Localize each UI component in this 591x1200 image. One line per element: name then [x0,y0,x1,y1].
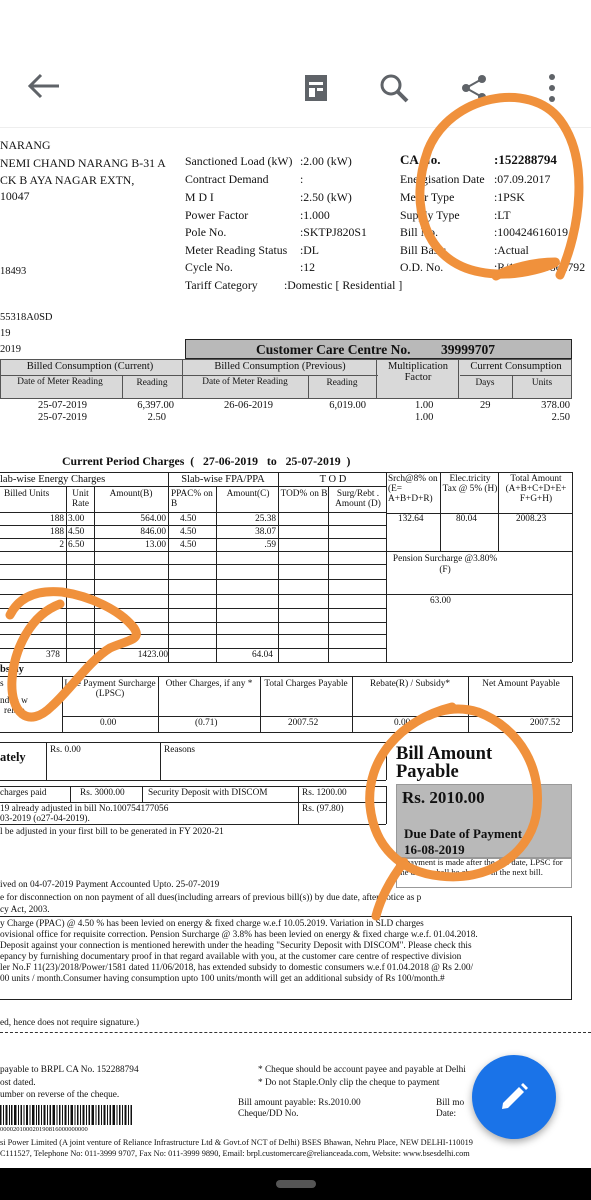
notice-box-line-3: Deposit against your connection is mentioned herewith under the heading "Security Deposit with DISCOM". Please check this [0,941,472,951]
status-bar [0,0,591,34]
account-label-1: Energisation Date [400,172,485,186]
meter-value-5: :DL [300,243,320,257]
meter-label-4: Pole No. [185,225,227,239]
edit-pencil-icon [497,1080,531,1114]
meter-value-6: :12 [300,260,316,274]
notice-box-line-2: ovisional office for requisite correction. Pension Surcharge @ 3.8% has been levied on energy & fixed charge w.e.f. 01.04.2018. [0,930,478,940]
counterfoil-left-2: ost dated. [0,1078,36,1088]
col-unit-rate: Unit Rate [71,489,90,509]
pension-label: Pension Surcharge @3.80% (F) [392,554,498,575]
col-tod-pct: TOD% on B [280,489,328,499]
date-label: Date: [436,1109,457,1119]
lpsc-value: 0.00 [100,718,117,728]
ca-no-value: :152288794 [494,152,557,167]
notice-box-line-5: ler No.F 11(23)/2018/Power/1581 dated 11/06/2018, has extended subsidy to domestic consumers w.e.f 01.04.2018 @ Rs 2.00/ [0,963,474,973]
counterfoil-left-3: umber on reverse of the cheque. [0,1090,120,1100]
share-icon[interactable] [454,68,494,108]
customer-line-1: NARANG [0,138,51,152]
account-value-2: :1PSK [494,190,525,204]
account-label-5: Bill Basis [400,243,447,257]
customer-care-label: Customer Care Centre No. [256,342,411,357]
meter-value-1: : [300,172,304,186]
adjusted-value: Rs. (97.80) [302,804,344,814]
col-billed-units: Billed Units [4,489,50,499]
footer-line-2: C111527, Telephone No: 011-3999 9707, Fax No: 011-3999 9890, Email: brpl.customercare@relianceada.com, Website: www.bsesdelhi.com [0,1149,470,1158]
rebate-header: Rebate(R) / Subsidy* [369,679,451,689]
customer-ref-1: 18493 [0,266,27,277]
total-amount-b: 1423.00 [137,650,168,660]
ately-tag: ately [0,750,26,764]
cons-row-1-cur-date: 25-07-2019 [38,412,87,423]
period-label: Current Period Charges [62,454,185,468]
notice-line-3: cy Act, 2003. [0,905,50,915]
bill-month-label: Bill mo [436,1098,465,1108]
adjusted-line-2: 03-2019 (o27-04-2019). [0,814,90,824]
meter-value-3: :1.000 [300,208,330,222]
charges-paid-label: charges paid [0,788,47,798]
customer-care-number: 39999707 [441,342,495,357]
cons-row-1-units: 2.50 [551,412,570,423]
meter-label-5: Meter Reading Status [185,243,288,257]
payable-left-sub-1: relate [4,706,25,716]
meter-value-7: :Domestic [ Residential ] [284,278,403,292]
cons-row-0-cur-date: 25-07-2019 [38,400,87,411]
col-ppac: PPAC% on B [171,489,213,509]
charge-row-0-amt-c: 25.38 [255,514,276,524]
period-to: 25-07-2019 [285,454,341,468]
cons-row-0-cur-read: 6,397.00 [137,400,174,411]
days-header: Days [475,378,495,388]
meter-value-4: :SKTPJ820S1 [300,225,367,239]
adjust-note: l be adjusted in your first bill to be generated in FY 2020-21 [0,827,224,837]
security-label: Security Deposit with DISCOM [148,788,268,798]
total-amount-c: 64.04 [252,650,273,660]
barcode [0,1105,134,1125]
cur-reading-header: Reading [136,378,168,388]
net-header: Net Amount Payable [482,679,560,689]
prev-date-header: Date of Meter Reading [202,377,288,387]
meter-label-0: Sanctioned Load (kW) [185,154,293,168]
meter-label-3: Power Factor [185,208,249,222]
app-toolbar [0,42,591,128]
account-label-3: Supply Type [400,208,460,222]
ca-no-label: CA No. [400,152,441,167]
cons-row-0-units: 378.00 [541,400,570,411]
charge-row-1-amt-c: 38.07 [255,527,276,537]
other-header: Other Charges, if any * [165,679,253,689]
home-pill[interactable] [276,1180,316,1188]
charge-row-0-units: 188 [50,514,64,524]
footer-line-1: si Power Limited (A joint venture of Reliance Infrastructure Ltd & Govt.of NCT of Delhi) BSES Bhawan, Nehru Place, NEW DELHI-110019 [0,1138,473,1147]
back-arrow-icon[interactable] [22,66,66,106]
cons-row-0-days: 29 [480,400,491,411]
account-label-2: Meter Type [400,190,455,204]
account-value-6: :R/1020129862792 [494,260,586,274]
col-surg: Surg/Rebt . Amount (D) [335,489,381,509]
cur-date-header: Date of Meter Reading [17,377,103,387]
srch-header: Srch@8% on (E= A+B+D+R) [388,474,438,504]
counterfoil-left-1: payable to BRPL CA No. 152288794 [0,1065,139,1075]
due-date-value: 16-08-2019 [404,842,465,857]
customer-care-bar [185,339,572,359]
counterfoil-right-1: * Cheque should be account payee and payable at Delhi [258,1065,466,1075]
col-amount-c: Amount(C) [226,489,270,499]
total-charges-value: 2007.52 [288,718,319,728]
cons-row-0-prev-date: 26-06-2019 [224,400,273,411]
lpsc-note: If payment is made after the due date, LPSC for the delay, shall be charged in the next bill. [398,857,563,877]
net-value: 2007.52 [530,718,561,728]
account-value-5: :Actual [494,243,529,257]
counterfoil-right-2: * Do not Staple.Only clip the cheque to payment [258,1078,440,1088]
col-amount-b: Amount(B) [109,489,153,499]
charge-row-1-amount: 846.00 [140,527,166,537]
units-header: Units [531,378,553,388]
customer-line-4: 10047 [0,189,30,203]
customer-ref-2: 55318A0SD [0,312,53,323]
account-value-1: :07.09.2017 [494,172,551,186]
cheque-no-label: Cheque/DD No. [238,1109,299,1119]
notice-box-line-1: y Charge (PPAC) @ 4.50 % has been levied on energy & fixed charge w.e.f 10.05.2019. Variation in SLD charges [0,919,424,929]
tax-header: Elec.tricity Tax @ 5% (H) [442,474,498,494]
charge-row-2-amt-c: .59 [264,540,276,550]
signature-note: ed, hence does not require signature.) [0,1018,140,1028]
meter-label-6: Cycle No. [185,260,233,274]
period-line: Current Period Charges ( 27-06-2019 to 25-07-2019 ) [62,454,351,468]
meter-label-1: Contract Demand [185,172,269,186]
charge-row-1-rate: 4.50 [68,527,85,537]
customer-line-2: NEMI CHAND NARANG B-31 A [0,156,166,170]
reasons-label: Reasons [164,745,195,755]
account-label-4: Bill No. [400,225,439,239]
notice-line-1: ived on 04-07-2019 Payment Accounted Upto. 25-07-2019 [0,880,220,890]
cons-row-0-prev-read: 6,019.00 [329,400,366,411]
slab-header: lab-wise Energy Charges [0,474,106,485]
search-icon[interactable] [374,68,414,108]
bill-amount-title-1: Bill Amount [396,744,493,764]
charge-row-2-ppac: 4.50 [180,540,197,550]
total-header: Total Amount (A+B+C+D+E+ F+G+H) [505,474,567,504]
more-vert-icon[interactable] [538,68,566,108]
payable-left-col: s [0,679,4,689]
due-date-label: Due Date of Payment [404,826,523,841]
charge-row-0-ppac: 4.50 [180,514,197,524]
meter-label-2: M D I [185,190,214,204]
cons-row-1-mf: 1.00 [415,412,434,423]
bill-document [0,128,591,1168]
customer-ref-3: 19 [0,328,11,339]
cons-row-1-cur-read: 2.50 [147,412,166,423]
account-value-3: :LT [494,208,511,222]
total-units: 378 [46,650,60,660]
security-value: Rs. 1200.00 [302,788,347,798]
lpsc-header: Late Payment Surcharge (LPSC) [64,679,156,699]
notice-line-2: e for disconnection on non payment of all dues(including arrears of previous bill(s)) by due date, after notice as p [0,893,422,903]
fpa-header: Slab-wise FPA/PPA [181,474,265,485]
charge-row-1-ppac: 4.50 [180,527,197,537]
meter-value-2: :2.50 (kW) [300,190,352,204]
period-to-word: to [266,454,277,468]
subsidy-tag: bsidy [0,664,24,675]
consumption-cc-header: Current Consumption [470,361,562,372]
bill-amount-value: Rs. 2010.00 [402,788,485,807]
period-from: 27-06-2019 [203,454,259,468]
cons-row-0-mf: 1.00 [415,400,434,411]
other-value: (0.71) [195,718,218,728]
system-navigation-bar [0,1168,591,1200]
bill-amount-title-2: Payable [396,762,459,782]
barcode-text: 000020100020190816000000000 [0,1126,88,1133]
total-value: 2008.23 [516,514,547,524]
tax-value: 80.04 [456,514,477,524]
customer-ref-4: 2019 [0,344,21,355]
rebate-value: 0.00 [394,718,411,728]
prev-reading-header: Reading [326,378,358,388]
consumption-current-header: Billed Consumption (Current) [26,361,154,372]
adjusted-line-1: 19 already adjusted in bill No.100754177056 [0,804,169,814]
notice-box-line-6: 00 units / month.Consumer having consumption upto 100 units/month will get an additional subsidy of Rs 100/month.# [0,974,445,984]
total-charges-header: Total Charges Payable [264,679,348,689]
pension-value: 63.00 [430,596,451,606]
meter-label-7: Tariff Category [185,278,258,292]
charge-row-0-amount: 564.00 [140,514,166,524]
bill-amount-payable-line: Bill amount payable: Rs.2010.00 [238,1098,361,1108]
meter-value-0: :2.00 (kW) [300,154,352,168]
account-value-4: :100424616019 [494,225,569,239]
customer-line-3: CK B AYA NAGAR EXTN, [0,173,135,187]
charge-row-2-rate: 6.50 [68,540,85,550]
consumption-mf-header: Multiplication Factor [387,361,449,383]
rs-zero: Rs. 0.00 [50,745,81,755]
charge-row-1-units: 188 [50,527,64,537]
charges-paid-value: Rs. 3000.00 [80,788,125,798]
charge-row-0-rate: 3.00 [68,514,85,524]
payable-left-sub-0: nd to w [0,696,28,706]
account-label-6: O.D. No. [400,260,444,274]
edit-fab-button[interactable] [472,1055,556,1139]
consumption-previous-header: Billed Consumption (Previous) [214,361,346,372]
document-view-icon[interactable] [296,68,336,108]
charge-row-2-units: 2 [59,540,64,550]
charge-row-2-amount: 13.00 [145,540,166,550]
srch-value: 132.64 [398,514,424,524]
notice-box-line-4: epancy by furnishing documentary proof in that regard available with you, at the customer care centre of respective division [0,952,462,962]
tod-header: T O D [319,474,347,485]
